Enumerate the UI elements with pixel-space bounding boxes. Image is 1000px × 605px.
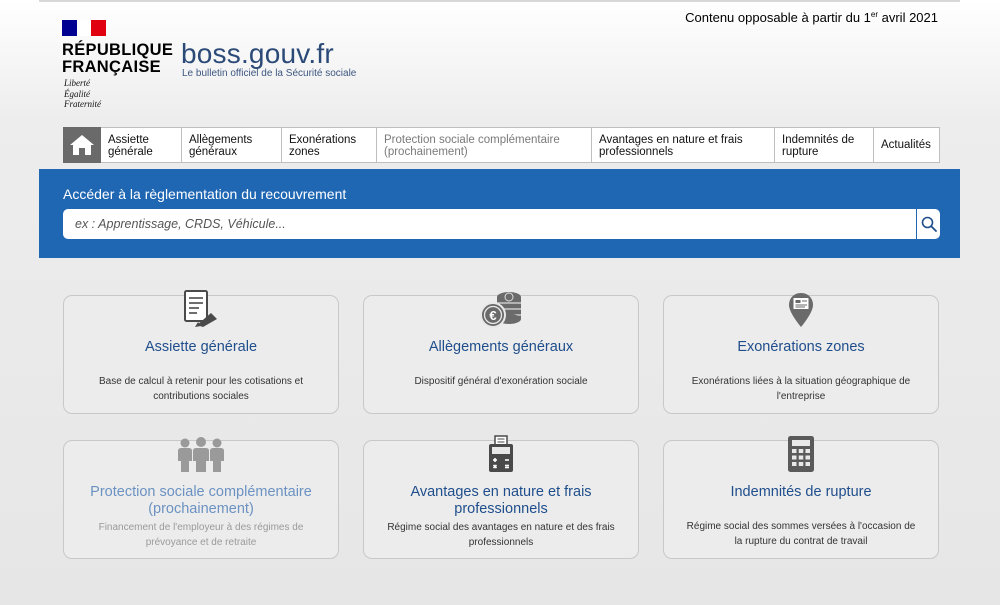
motto-liberte: Liberté (64, 78, 90, 88)
card-exonerations-zones[interactable] (663, 295, 939, 414)
nav-item-label: Exonérations (289, 134, 357, 146)
search-button[interactable] (916, 209, 940, 239)
card-title: Exonérations zones (737, 339, 865, 355)
opposable-sup: er (870, 10, 879, 19)
search-input[interactable] (63, 209, 916, 239)
nav-item-actualites[interactable] (874, 127, 940, 163)
euro-coins-icon (479, 289, 523, 329)
nav-item-label: zones (289, 146, 320, 158)
rf-line-2: FRANÇAISE (62, 58, 161, 76)
main-nav (63, 127, 940, 163)
card-allegements-generaux[interactable] (363, 295, 639, 414)
nav-item-avantages[interactable] (592, 127, 775, 163)
card-description: Exonérations liées à la situation géographique de l'entreprise (691, 376, 911, 402)
nav-item-allegements[interactable] (182, 127, 282, 163)
card-description: Régime social des sommes versées à l'occasion de la rupture du contrat de travail (686, 521, 916, 547)
card-protection-sociale[interactable] (63, 440, 339, 559)
motto (64, 78, 101, 110)
nav-item-assiette[interactable] (101, 127, 182, 163)
svg-text:€: € (489, 308, 497, 323)
nav-item-label: (prochainement) (384, 146, 468, 158)
nav-item-label: Avantages en nature et frais (599, 134, 743, 146)
site-tagline: Le bulletin officiel de la Sécurité sociale (182, 68, 357, 79)
card-title: Protection sociale complémentaire (prochainement) (90, 484, 312, 517)
nav-item-label: Allègements (189, 134, 253, 146)
document-pen-icon (181, 289, 221, 329)
marianne-flag-icon (62, 20, 106, 36)
nav-item-label: Protection sociale complémentaire (384, 134, 560, 146)
card-description: Base de calcul à retenir pour les cotisations et contributions sociales (99, 376, 303, 402)
receipt-calculator-icon (486, 435, 516, 473)
opposable-end: avril 2021 (878, 10, 938, 25)
nav-item-label: généraux (189, 146, 237, 158)
nav-item-label: générale (108, 146, 153, 158)
nav-item-label: Assiette (108, 134, 149, 146)
nav-item-label: rupture (782, 146, 819, 158)
opposable-notice (685, 10, 938, 25)
card-title: Allègements généraux (428, 339, 574, 355)
nav-item-indemnites[interactable] (775, 127, 874, 163)
top-divider (39, 0, 960, 2)
site-name[interactable]: boss.gouv.fr (181, 38, 334, 69)
nav-item-protection-sociale[interactable] (377, 127, 592, 163)
card-avantages-nature[interactable] (363, 440, 639, 559)
nav-item-label: professionnels (599, 146, 674, 158)
card-description: Financement de l'employeur à des régimes de prévoyance et de retraite (98, 522, 304, 548)
nav-item-label: Actualités (881, 139, 931, 151)
people-group-icon (175, 437, 227, 473)
republique-francaise-logo[interactable] (62, 42, 173, 76)
rf-line-1: RÉPUBLIQUE (62, 41, 174, 59)
search-banner (39, 169, 960, 258)
card-assiette-generale[interactable] (63, 295, 339, 414)
map-pin-icon (787, 292, 815, 328)
card-title: Assiette générale (144, 339, 258, 355)
motto-egalite: Égalité (64, 88, 90, 99)
card-title: Avantages en nature et frais professionnels (410, 484, 592, 517)
search-title: Accéder à la règlementation du recouvrement (63, 186, 347, 202)
nav-item-label: Indemnités de (782, 134, 855, 146)
search-icon (921, 216, 937, 232)
opposable-text: Contenu opposable à partir du 1 (685, 10, 871, 25)
calculator-icon (786, 435, 816, 473)
motto-fraternite: Fraternité (64, 99, 101, 109)
home-button[interactable] (63, 127, 101, 163)
card-description: Dispositif général d'exonération sociale (414, 376, 588, 387)
card-description: Régime social des avantages en nature et des frais professionnels (387, 522, 615, 548)
home-icon (69, 133, 95, 157)
card-title: Indemnités de rupture (730, 484, 872, 500)
nav-item-exonerations[interactable] (282, 127, 377, 163)
card-indemnites-rupture[interactable] (663, 440, 939, 559)
